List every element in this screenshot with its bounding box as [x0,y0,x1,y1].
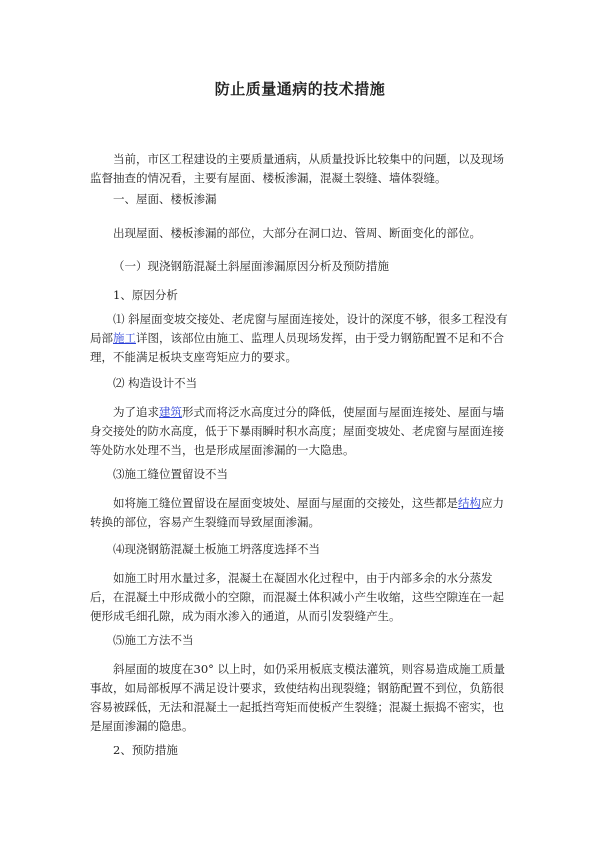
cause4-heading-text: ⑷现浇钢筋混凝土板施工坍落度选择不当 [113,542,320,556]
section1-heading-text: 一、屋面、楼板渗漏 [113,192,217,206]
causes-heading [90,286,512,305]
construction-link[interactable]: 施工 [113,331,136,345]
cause3-text-end: 应力转换的部位，容易产生裂缝而导致屋面渗漏。 [90,496,504,529]
cause4-paragraph [90,569,512,626]
cause3-heading-text: ⑶施工缝位置留设不当 [113,467,228,481]
cause2-text-start: 为了追求 [113,405,159,419]
structure-link[interactable]: 结构 [458,496,481,510]
cause2-paragraph [90,403,512,460]
section1-text: 出现屋面、楼板渗漏的部位，大部分在洞口边、管周、断面变化的部位。 [113,226,481,240]
intro-text: 当前，市区工程建设的主要质量通病，从质量投诉比较集中的问题，以及现场监督抽查的情况看，主要有屋面、楼板渗漏，混凝土裂缝、墙体裂缝。 [90,152,504,185]
subsection1-heading-text: （一）现浇钢筋混凝土斜屋面渗漏原因分析及预防措施 [113,259,389,273]
prevention-heading-text: 2、预防措施 [113,743,178,757]
document-title: 防止质量通病的技术措施 [214,80,386,98]
cause1-text-start: ⑴ 斜屋面变坡交接处、老虎窗与屋面连接处，设计的深度不够，很多工程没有局部 [90,312,508,345]
cause1-text [90,310,512,367]
cause2-text [90,403,512,460]
architecture-link[interactable]: 建筑 [159,405,182,419]
cause4-text: 如施工时用水量过多，混凝土在凝固水化过程中，由于内部多余的水分蒸发后，在混凝土中形成微小的空隙，而混凝土体积减小产生收缩，这些空隙连在一起便形成毛细孔隙，成为雨水渗入的通道，从而引发裂缝产生。 [90,571,504,623]
cause2-text-end: 形式而将泛水高度过分的降低，使屋面与屋面连接处、屋面与墙身交接处的防水高度，低于下暴雨瞬时积水高度；屋面变坡处、老虎窗与屋面连接等处防水处理不当，也是形成屋面渗漏的一大隐患。 [90,405,504,457]
cause1-paragraph [90,310,512,367]
subsection1-heading [90,257,512,276]
cause5-text: 斜屋面的坡度在30° 以上时，如仍采用板底支模法灌筑，则容易造成施工质量事故，如局部板厚不满足设计要求，致使结构出现裂缝；钢筋配置不到位，负筋很容易被踩低，无法和混凝土一起抵挡弯矩而使板产生裂缝；混凝土振捣不密实，也是屋面渗漏的隐患。 [90,662,506,733]
cause1-text-end: 详图，该部位由施工、监理人员现场发挥，由于受力钢筋配置不足和不合理，不能满足板块支座弯矩应力的要求。 [90,331,504,364]
intro-paragraph [90,150,512,188]
cause5-heading-text: ⑸施工方法不当 [113,633,194,647]
prevention-heading [90,741,512,760]
cause3-heading [90,465,512,484]
causes-heading-text: 1、原因分析 [113,288,178,302]
cause2-heading [90,374,512,393]
cause3-text [90,494,512,532]
cause5-paragraph [90,660,512,736]
cause5-heading [90,631,512,650]
section1-paragraph [90,224,512,243]
section1-heading [90,190,512,209]
cause4-heading [90,540,512,559]
cause2-heading-text: ⑵ 构造设计不当 [113,376,198,390]
cause3-paragraph [90,494,512,532]
cause3-text-start: 如将施工缝位置留设在屋面变坡处、屋面与屋面的交接处，这些都是 [113,496,458,510]
